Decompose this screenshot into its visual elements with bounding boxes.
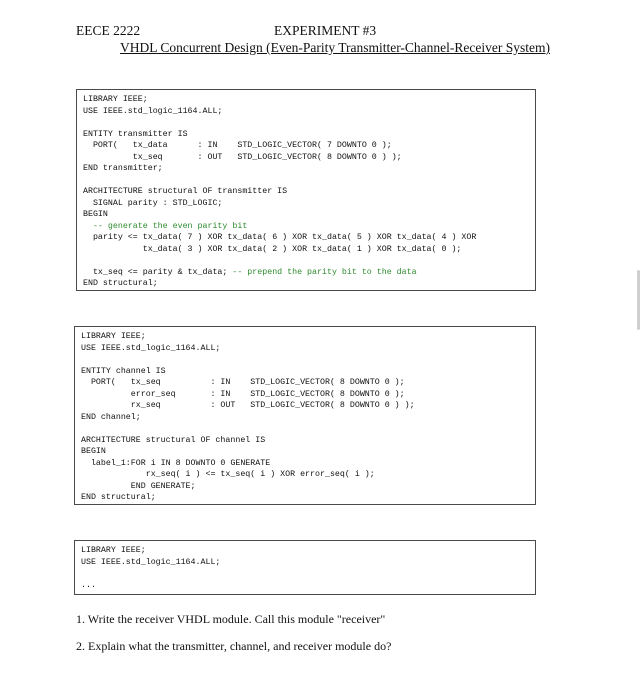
code-comment: -- prepend the parity bit to the data xyxy=(232,267,417,277)
page-title: VHDL Concurrent Design (Even-Parity Transmitter-Channel-Receiver System) xyxy=(120,40,551,55)
question-2: 2. Explain what the transmitter, channel, and receiver module do? xyxy=(76,639,392,653)
experiment-number: EXPERIMENT #3 xyxy=(274,23,377,38)
receiver-code: LIBRARY IEEE; USE IEEE.std_logic_1164.ALL; ... xyxy=(81,546,221,590)
channel-code: LIBRARY IEEE; USE IEEE.std_logic_1164.ALL; ENTITY channel IS PORT( tx_seq : IN STD_LOGIC_VECTOR( 8 DOWNTO 0 ); error_seq : IN STD_LOGIC_VECTOR( 8 DOWNTO 0 ); rx_seq : OUT STD_LOGIC_VECTOR( 8 DOWNTO 0 ) ); END channel; ARCHITECTURE structural OF channel IS BEGIN label_1:FOR i IN 8 DOWNTO 0 GENERATE rx_seq( i ) <= tx_seq( i ) XOR error_seq( i ); END GENERATE; END structural; xyxy=(81,332,415,502)
question-1: 1. Write the receiver VHDL module. Call this module "receiver" xyxy=(76,612,386,626)
course-code: EECE 2222 xyxy=(76,23,141,38)
receiver-code-box xyxy=(74,540,536,595)
transmitter-code-box xyxy=(76,89,536,291)
channel-code-box xyxy=(74,326,536,505)
transmitter-code: LIBRARY IEEE; USE IEEE.std_logic_1164.ALL; ENTITY transmitter IS PORT( tx_data : IN STD_LOGIC_VECTOR( 7 DOWNTO 0 ); tx_seq : OUT STD_LOGIC_VECTOR( 8 DOWNTO 0 ) ); END transmitter; ARCHITECTURE structural OF transmitter IS SIGNAL parity : STD_LOGIC; BEGIN -- generate the even parity bit parity <= tx_data( 7 ) XOR tx_data( 6 ) XOR tx_data( 5 ) XOR tx_data( 4 ) XOR tx_data( 3 ) XOR tx_data( 2 ) XOR tx_data( 1 ) XOR tx_data( 0 ); tx_seq <= parity & tx_data; -- prepend the parity bit to the data END structural; xyxy=(83,95,477,288)
code-comment: -- generate the even parity bit xyxy=(83,221,248,231)
